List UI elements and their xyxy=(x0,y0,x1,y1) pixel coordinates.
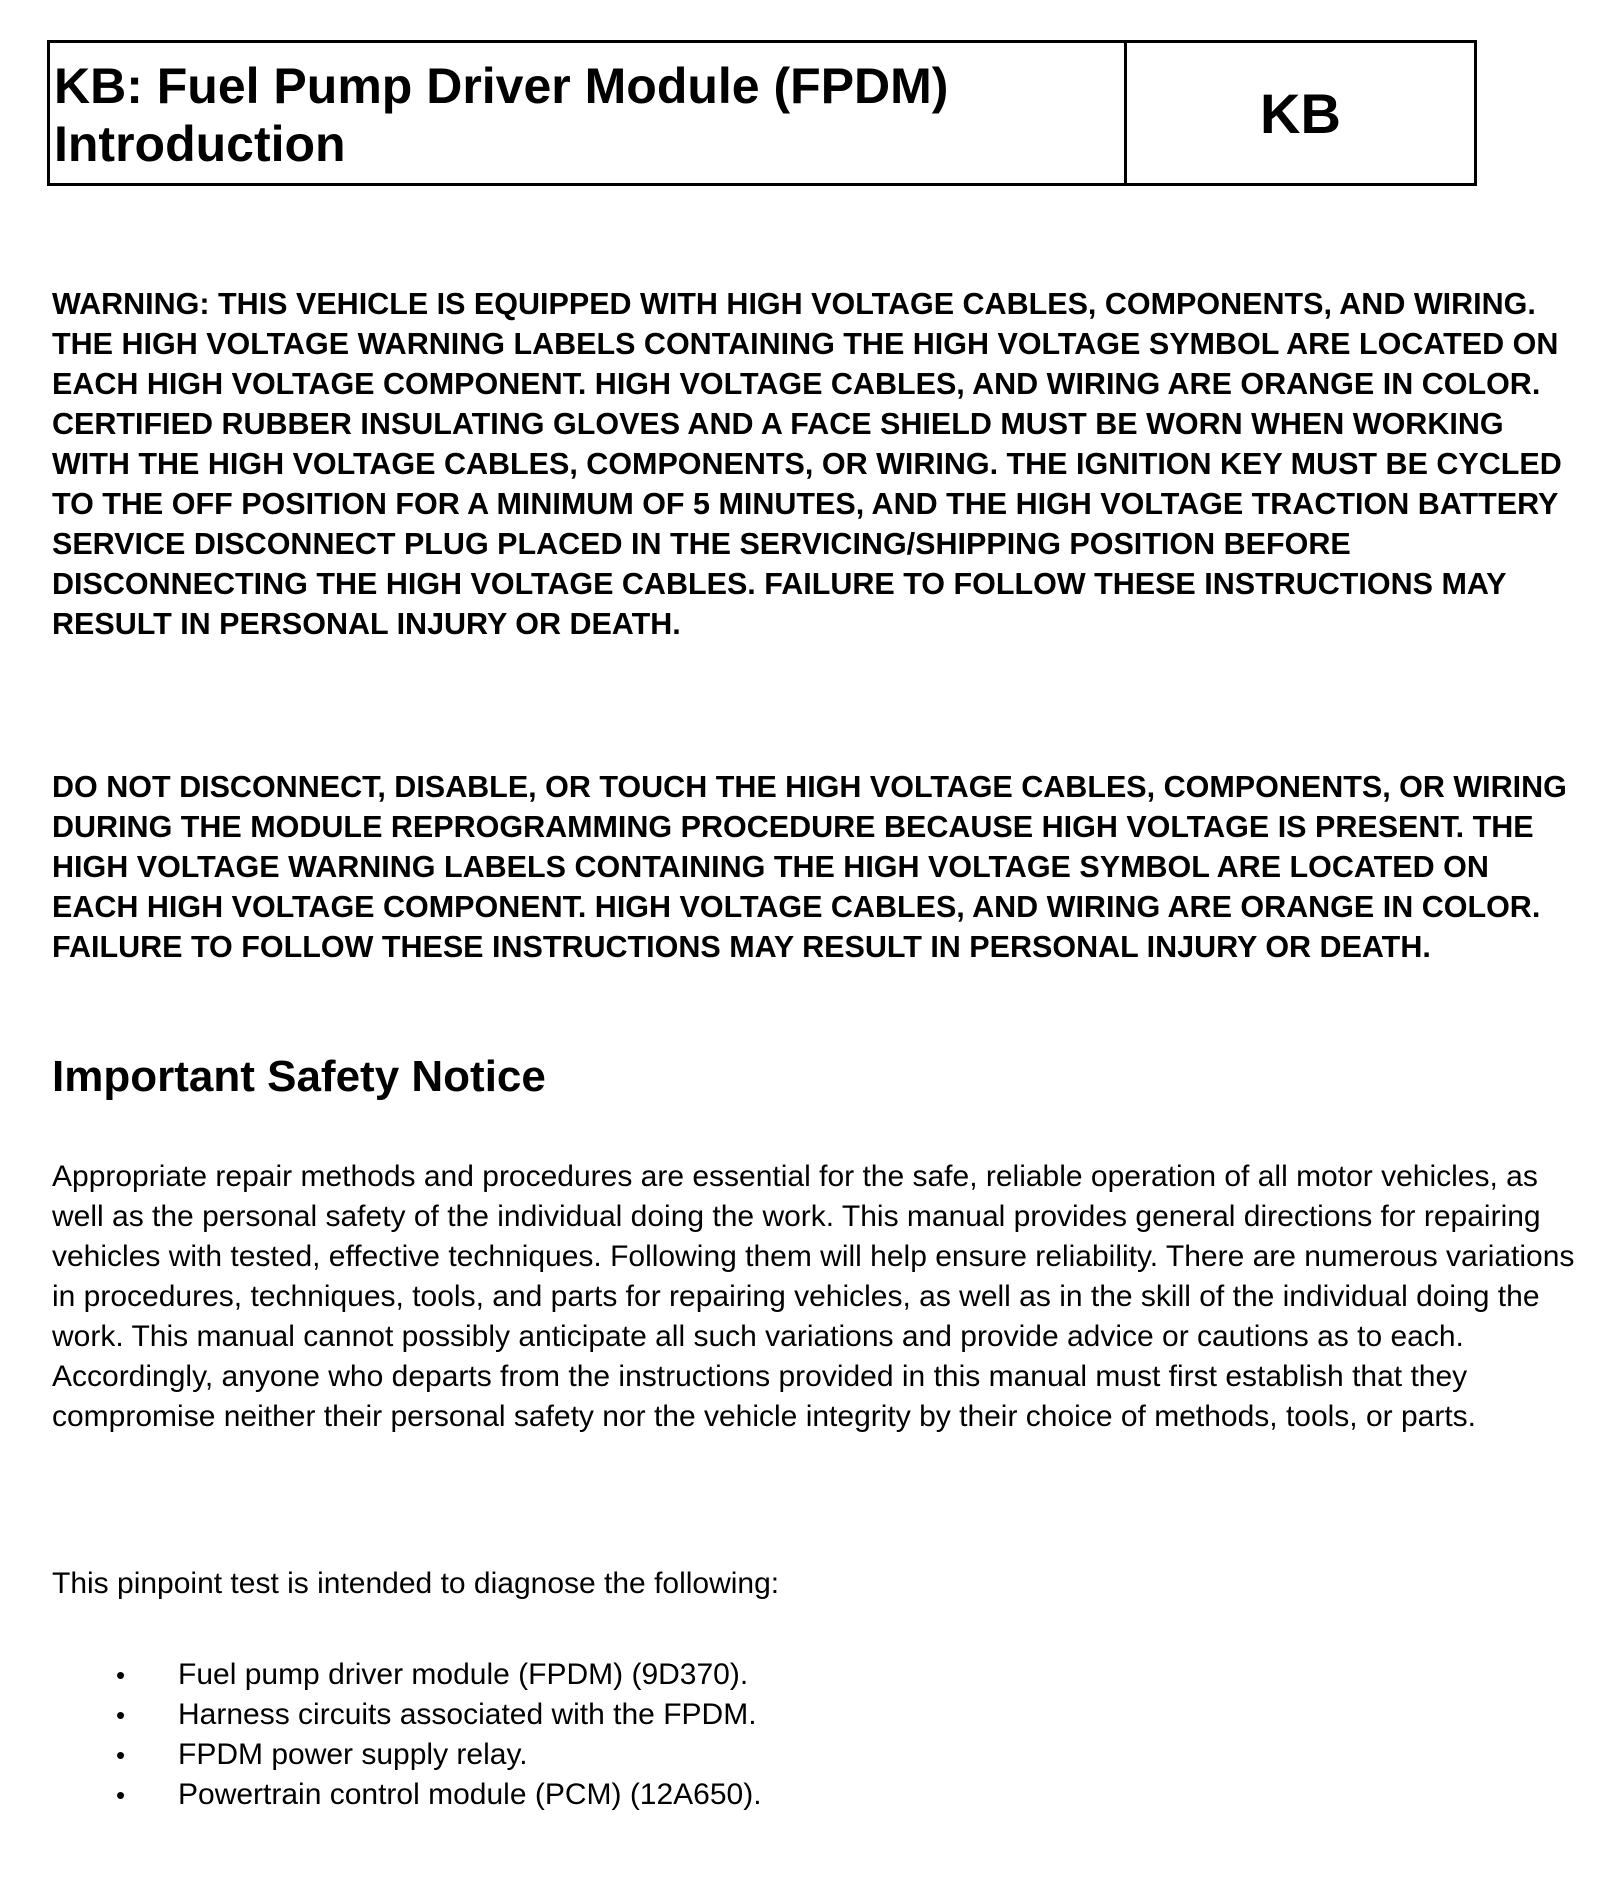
list-item-text: Fuel pump driver module (FPDM) (9D370). xyxy=(178,1658,749,1691)
bullet-icon: • xyxy=(116,1779,126,1810)
pinpoint-intro: This pinpoint test is intended to diagnose the following: xyxy=(52,1567,780,1600)
document-header xyxy=(47,40,1477,186)
page-subtitle: Introduction xyxy=(54,116,346,172)
list-item xyxy=(52,1775,1252,1815)
bullet-icon: • xyxy=(116,1739,126,1770)
diagnosis-list xyxy=(52,1655,1252,1815)
list-item xyxy=(52,1695,1252,1735)
reprogramming-warning: DO NOT DISCONNECT, DISABLE, OR TOUCH THE HIGH VOLTAGE CABLES, COMPONENTS, OR WIRING DURING THE MODULE REPROGRAMMING PROCEDURE BECAUSE HIGH VOLTAGE IS PRESENT. THE HIGH VOLTAGE WARNING LABELS CONTAINING THE HIGH VOLTAGE SYMBOL ARE LOCATED ON EACH HIGH VOLTAGE COMPONENT. HIGH VOLTAGE CABLES, AND WIRING ARE ORANGE IN COLOR. FAILURE TO FOLLOW THESE INSTRUCTIONS MAY RESULT IN PERSONAL INJURY OR DEATH. xyxy=(52,770,1567,964)
list-item-text: Powertrain control module (PCM) (12A650). xyxy=(178,1778,762,1811)
list-item xyxy=(52,1655,1252,1695)
section-code: KB xyxy=(1260,81,1341,145)
bullet-icon: • xyxy=(116,1699,126,1730)
high-voltage-warning: WARNING: THIS VEHICLE IS EQUIPPED WITH HIGH VOLTAGE CABLES, COMPONENTS, AND WIRING. THE HIGH VOLTAGE WARNING LABELS CONTAINING THE HIGH VOLTAGE SYMBOL ARE LOCATED ON EACH HIGH VOLTAGE COMPONENT. HIGH VOLTAGE CABLES, AND WIRING ARE ORANGE IN COLOR. CERTIFIED RUBBER INSULATING GLOVES AND A FACE SHIELD MUST BE WORN WHEN WORKING WITH THE HIGH VOLTAGE CABLES, COMPONENTS, OR WIRING. THE IGNITION KEY MUST BE CYCLED TO THE OFF POSITION FOR A MINIMUM OF 5 MINUTES, AND THE HIGH VOLTAGE TRACTION BATTERY SERVICE DISCONNECT PLUG PLACED IN THE SERVICING/SHIPPING POSITION BEFORE DISCONNECTING THE HIGH VOLTAGE CABLES. FAILURE TO FOLLOW THESE INSTRUCTIONS MAY RESULT IN PERSONAL INJURY OR DEATH. xyxy=(52,287,1562,641)
header-title-cell xyxy=(50,43,1127,183)
safety-notice-paragraph: Appropriate repair methods and procedures are essential for the safe, reliable operation of all motor vehicles, as well as the personal safety of the individual doing the work. This manual provides general directions for repairing vehicles with tested, effective techniques. Following them will help ensure reliability. There are numerous variations in procedures, techniques, tools, and parts for repairing vehicles, as well as in the skill of the individual doing the work. This manual cannot possibly anticipate all such variations and provide advice or cautions as to each. Accordingly, anyone who departs from the instructions provided in this manual must first establish that they compromise neither their personal safety nor the vehicle integrity by their choice of methods, tools, or parts. xyxy=(52,1160,1575,1433)
list-item-text: FPDM power supply relay. xyxy=(178,1738,528,1771)
safety-notice-heading: Important Safety Notice xyxy=(52,1052,546,1101)
bullet-icon: • xyxy=(116,1659,126,1690)
page-title: KB: Fuel Pump Driver Module (FPDM) xyxy=(54,58,949,114)
list-item xyxy=(52,1735,1252,1775)
list-item-text: Harness circuits associated with the FPDM. xyxy=(178,1698,757,1731)
